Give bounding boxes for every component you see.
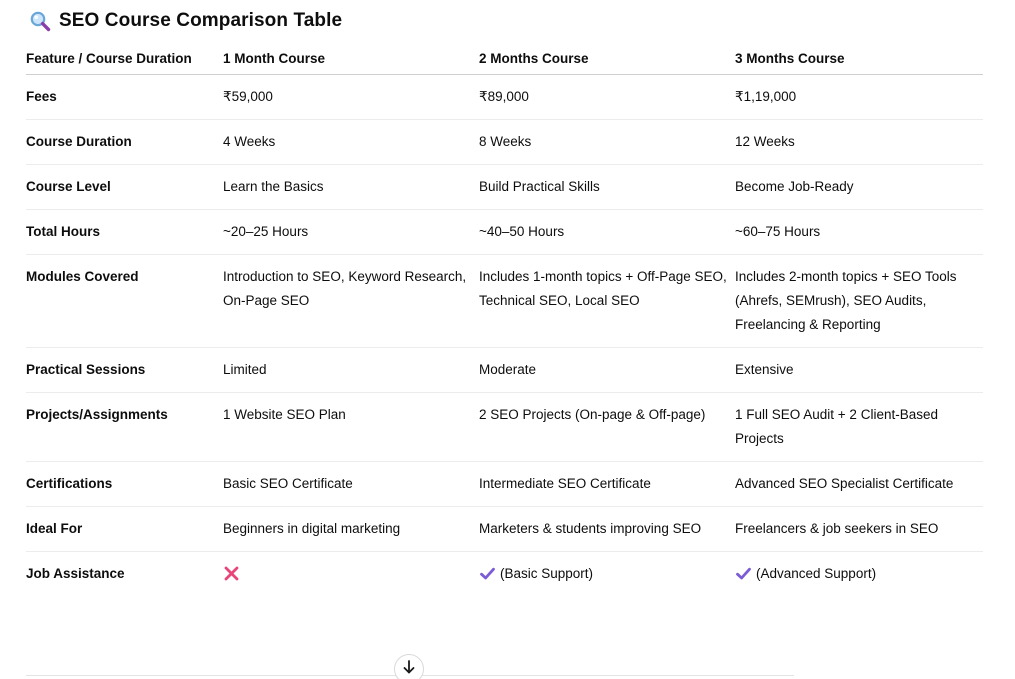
- table-cell: Limited: [223, 348, 479, 393]
- table-cell: 12 Weeks: [735, 120, 983, 165]
- magnifying-glass-icon: [29, 10, 51, 32]
- table-header-row: [26, 42, 983, 75]
- table-cell: 2 SEO Projects (On-page & Off-page): [479, 393, 735, 462]
- table-cell: [223, 552, 479, 597]
- table-cell: 8 Weeks: [479, 120, 735, 165]
- table-cell: 1 Full SEO Audit + 2 Client-Based Projects: [735, 393, 983, 462]
- table-cell: Freelancers & job seekers in SEO: [735, 507, 983, 552]
- row-label: Fees: [26, 75, 223, 120]
- row-label: Ideal For: [26, 507, 223, 552]
- table-cell: 4 Weeks: [223, 120, 479, 165]
- table-cell: ~20–25 Hours: [223, 210, 479, 255]
- row-label: Total Hours: [26, 210, 223, 255]
- job-assistance-advanced: (Advanced Support): [756, 566, 877, 581]
- table-cell: Includes 1-month topics + Off-Page SEO, Technical SEO, Local SEO: [479, 255, 735, 348]
- page-title: [29, 8, 342, 34]
- arrow-down-icon: [402, 659, 416, 679]
- table-cell: 1 Website SEO Plan: [223, 393, 479, 462]
- scroll-down-button[interactable]: [394, 654, 424, 679]
- column-header-1-month: 1 Month Course: [223, 42, 479, 75]
- table-cell: ₹1,19,000: [735, 75, 983, 120]
- table-row: [26, 255, 983, 348]
- job-assistance-basic: (Basic Support): [500, 566, 594, 581]
- cross-mark-icon: [223, 565, 240, 582]
- check-mark-icon: [735, 565, 752, 582]
- row-label: Course Level: [26, 165, 223, 210]
- comparison-table: [26, 42, 983, 596]
- table-cell: ~60–75 Hours: [735, 210, 983, 255]
- row-label: Projects/Assignments: [26, 393, 223, 462]
- row-label: Job Assistance: [26, 566, 125, 581]
- table-cell: Basic SEO Certificate: [223, 462, 479, 507]
- column-header-feature: Feature / Course Duration: [26, 42, 223, 75]
- table-cell: ~40–50 Hours: [479, 210, 735, 255]
- row-label: Certifications: [26, 462, 223, 507]
- table-cell: Beginners in digital marketing: [223, 507, 479, 552]
- table-row: [26, 165, 983, 210]
- table-cell: ₹59,000: [223, 75, 479, 120]
- table-row: [26, 393, 983, 462]
- row-label: Modules Covered: [26, 255, 223, 348]
- table-cell: Extensive: [735, 348, 983, 393]
- table-row: [26, 210, 983, 255]
- title-text: SEO Course Comparison Table: [59, 10, 343, 31]
- column-header-2-months: 2 Months Course: [479, 42, 735, 75]
- table-cell: Advanced SEO Specialist Certificate: [735, 462, 983, 507]
- table-cell: ₹89,000: [479, 75, 735, 120]
- table-cell: Includes 2-month topics + SEO Tools (Ahrefs, SEMrush), SEO Audits, Freelancing & Reporting: [735, 255, 983, 348]
- table-cell: Introduction to SEO, Keyword Research, On-Page SEO: [223, 255, 479, 348]
- check-mark-icon: [479, 565, 496, 582]
- row-label: Course Duration: [26, 120, 223, 165]
- table-cell: Become Job-Ready: [735, 165, 983, 210]
- table-cell: Marketers & students improving SEO: [479, 507, 735, 552]
- column-header-3-months: 3 Months Course: [735, 42, 983, 75]
- table-cell: [479, 552, 735, 597]
- table-row: [26, 507, 983, 552]
- table-cell: Learn the Basics: [223, 165, 479, 210]
- table-row: [26, 75, 983, 120]
- table-cell: Intermediate SEO Certificate: [479, 462, 735, 507]
- table-cell: Build Practical Skills: [479, 165, 735, 210]
- table-row: [26, 462, 983, 507]
- row-label: Practical Sessions: [26, 348, 223, 393]
- table-cell: Moderate: [479, 348, 735, 393]
- table-cell: [735, 552, 983, 597]
- table-row: [26, 348, 983, 393]
- table-row: [26, 120, 983, 165]
- table-row: [26, 552, 983, 597]
